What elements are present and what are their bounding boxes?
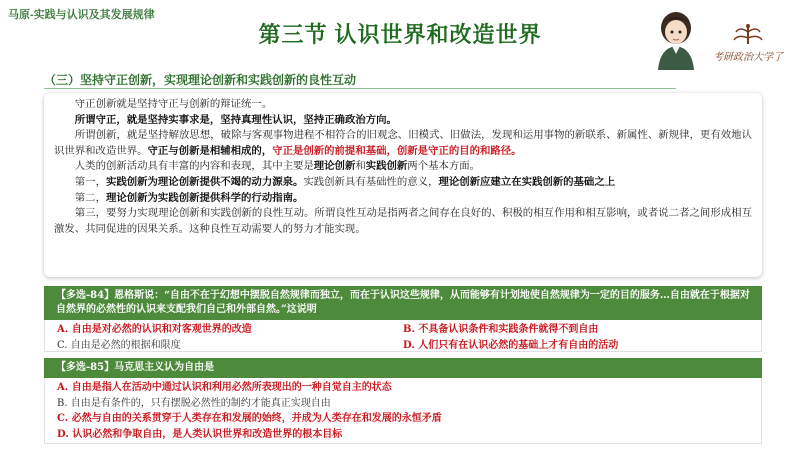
p4-end: 两个基本方面。 — [407, 160, 481, 173]
q84-option-b[interactable]: B. 不具备认识条件和实践条件就得不到自由 — [403, 324, 599, 335]
p5-text: 实践创新具有基础性的意义， — [303, 175, 439, 188]
paragraph-4 — [54, 159, 752, 175]
question-84-stem: 【多选-84】恩格斯说：“自由不在于幻想中摆脱自然规律而独立，而在于认识这些规律，从而能够有计划地使自然规律为一定的目的服务…自由就在于根据对自然界的必然性的认识来支配我们自己和外部自然。”这说明 — [44, 286, 762, 320]
p4-bold-1: 理论创新 — [313, 160, 356, 173]
p4-text: 人类的创新活动具有丰富的内容和表现，其中主要是 — [74, 160, 314, 173]
p6-bold: 理论创新为实践创新提供科学的行动指南。 — [105, 191, 304, 204]
paragraph-2: 所谓守正，就是坚持实事求是，坚持真理性认识，坚持正确政治方向。 — [74, 113, 397, 126]
question-84-options — [44, 320, 762, 352]
p3-red: 守正是创新的前提和基础，创新是守正的目的和路径。 — [272, 144, 522, 157]
section-heading: （三）坚持守正创新，实现理论创新和实践创新的良性互动 — [44, 73, 357, 87]
divider — [44, 88, 676, 89]
p5-bold-2: 理论创新应建立在实践创新的基础之上 — [438, 175, 616, 188]
q85-option-b[interactable]: B. 自由是有条件的，只有摆脱必然性的制约才能真正实现自由 — [57, 397, 331, 409]
question-85-stem: 【多选-85】马克思主义认为自由是 — [44, 358, 762, 378]
logo-text: 考研政治大学了 — [713, 52, 783, 63]
content-card — [44, 93, 762, 277]
p4-bold-2: 实践创新 — [365, 160, 408, 173]
paragraph-6 — [54, 191, 752, 207]
course-label: 马原-实践与认识及其发展规律 — [8, 9, 155, 21]
q84-option-c[interactable]: C. 自由是必然的根据和限度 — [57, 339, 181, 351]
paragraph-3 — [54, 128, 752, 159]
p3-text: 所谓创新，就是坚持解放思想，破除与客观事物进程不相符合的旧观念、旧模式、旧做法，发现和运用事物的新联系、新属性、新规律，更有效地认识世界和改造世界。 — [54, 129, 752, 157]
p3-bold: 守正与创新是相辅相成的， — [147, 144, 273, 157]
paragraph-7: 第三，要努力实现理论创新和实践创新的良性互动。所谓良性互动是指两者之间存在良好的、积极的相互作用和相互影响，或者说二者之间形成相互激发、共同促进的因果关系。这种良性互动需要人的努力才能实现。 — [54, 207, 752, 235]
p6-prefix: 第二， — [74, 191, 106, 204]
q85-option-a[interactable]: A. 自由是指人在活动中通过认识和利用必然所表现出的一种自觉自主的状态 — [57, 382, 392, 393]
q85-option-d[interactable]: D. 认识必然和争取自由，是人类认识世界和改造世界的根本目标 — [57, 428, 343, 440]
q84-option-a[interactable]: A. 自由是对必然的认识和对客观世界的改造 — [57, 324, 252, 335]
teacher-avatar — [650, 8, 702, 70]
paragraph-5 — [54, 175, 752, 191]
p4-and: 和 — [355, 160, 366, 173]
page-title: 第三节 认识世界和改造世界 — [258, 22, 542, 47]
question-85-options — [44, 378, 762, 444]
q84-option-d[interactable]: D. 人们只有在认识必然的基础上才有自由的活动 — [403, 339, 619, 351]
q85-option-c[interactable]: C. 必然与自由的关系贯穿于人类存在和发展的始终，并成为人类存在和发展的永恒矛盾 — [57, 413, 442, 424]
paragraph-1: 守正创新就是坚持守正与创新的辩证统一。 — [74, 98, 273, 110]
p5-bold-1: 实践创新为理论创新提供不竭的动力源泉。 — [105, 175, 304, 188]
p5-prefix: 第一， — [74, 175, 106, 188]
